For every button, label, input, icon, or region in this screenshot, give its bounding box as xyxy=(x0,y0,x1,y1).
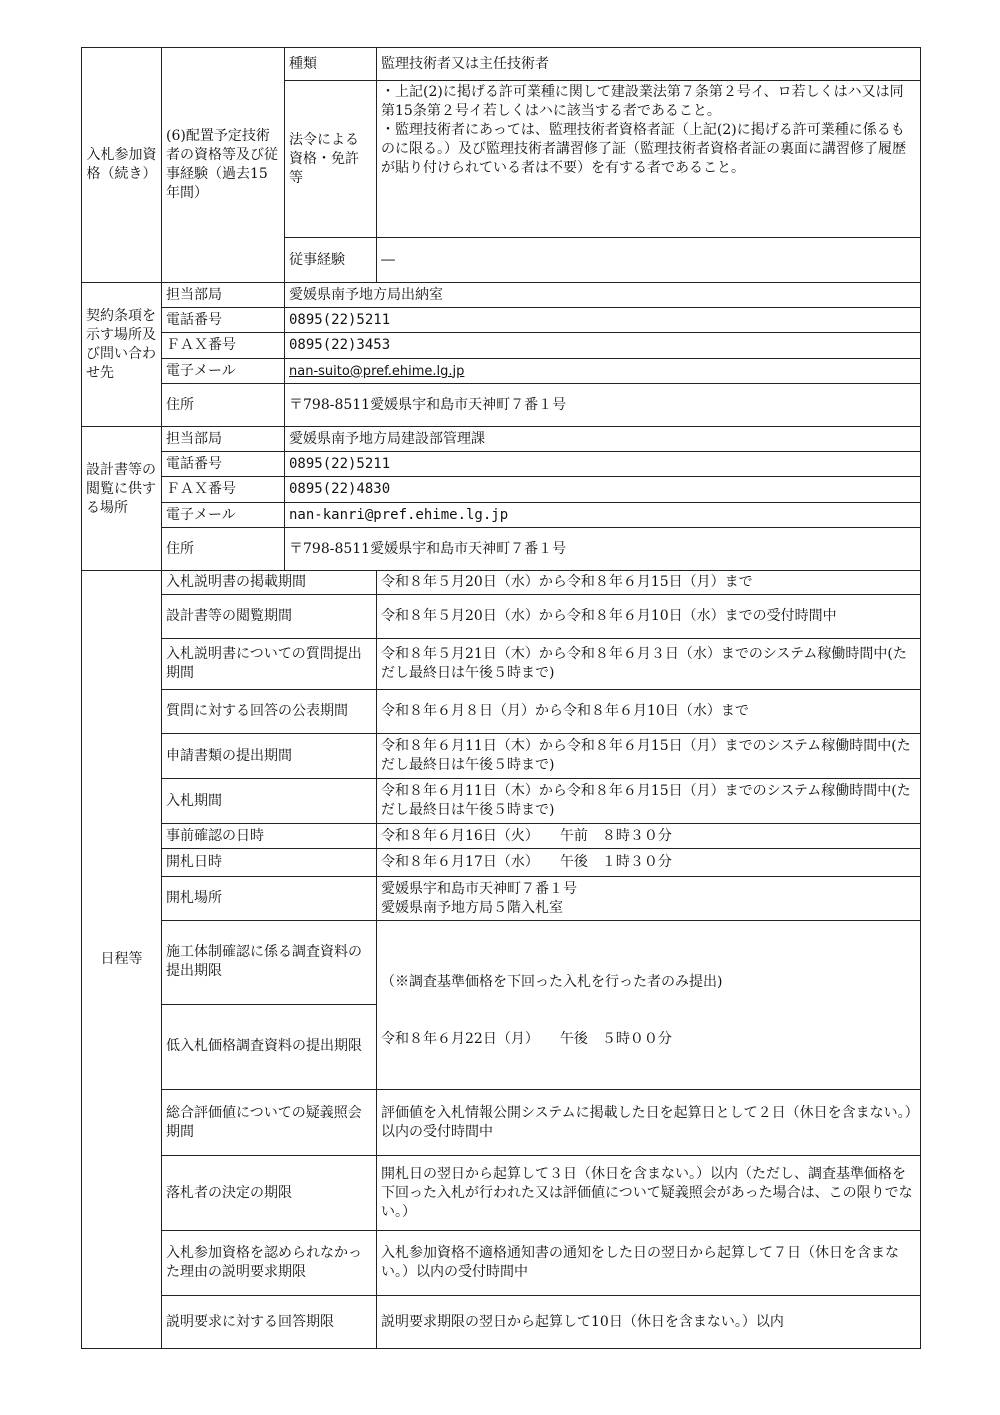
subsection-engineer-qualification: (6)配置予定技術者の資格等及び従事経験（過去15年間） xyxy=(162,48,285,283)
phone-number: 0895(22)5211 xyxy=(285,308,921,333)
row-label: 担当部局 xyxy=(162,283,285,308)
address: 〒798-8511愛媛県宇和島市天神町７番１号 xyxy=(285,384,921,427)
phone-number: 0895(22)5211 xyxy=(285,452,921,477)
schedule-label: 質問に対する回答の公表期間 xyxy=(162,690,377,734)
place-line: 愛媛県南予地方局５階入札室 xyxy=(381,899,563,916)
place-line: 愛媛県宇和島市天神町７番１号 xyxy=(381,880,577,897)
row-label: 種類 xyxy=(285,48,377,81)
schedule-label: 入札期間 xyxy=(162,779,377,824)
row-label: ＦＡＸ番号 xyxy=(162,477,285,503)
schedule-label: 申請書類の提出期間 xyxy=(162,734,377,779)
schedule-value: 入札参加資格不適格通知書の通知をした日の翌日から起算して７日（休日を含まない。）以内の受付時間中 xyxy=(377,1231,921,1296)
row-label: 法令による資格・免許等 xyxy=(285,81,377,238)
email-address: nan-kanri@pref.ehime.lg.jp xyxy=(285,503,921,528)
survey-note: （※調査基準価格を下回った入札を行った者のみ提出) xyxy=(381,974,723,990)
section-design-docs: 設計書等の閲覧に供する場所 xyxy=(82,427,162,571)
schedule-label: 開札場所 xyxy=(162,877,377,921)
row-label: 電話番号 xyxy=(162,308,285,333)
row-value: 愛媛県南予地方局出納室 xyxy=(285,283,921,308)
schedule-label: 開札日時 xyxy=(162,849,377,877)
schedule-label: 入札参加資格を認められなかった理由の説明要求期限 xyxy=(162,1231,377,1296)
section-schedule: 日程等 xyxy=(82,571,162,1349)
schedule-label: 低入札価格調査資料の提出期限 xyxy=(162,1004,377,1089)
address: 〒798-8511愛媛県宇和島市天神町７番１号 xyxy=(285,528,921,571)
schedule-value: 令和８年６月17日（水） 午後 １時３０分 xyxy=(377,849,921,877)
row-label: 住所 xyxy=(162,528,285,571)
row-label: 担当部局 xyxy=(162,427,285,452)
schedule-label: 施工体制確認に係る調査資料の提出期限 xyxy=(162,921,377,1005)
schedule-label: 総合評価値についての疑義照会期間 xyxy=(162,1090,377,1156)
schedule-value: 令和８年６月16日（火） 午前 ８時３０分 xyxy=(377,824,921,849)
schedule-label: 設計書等の閲覧期間 xyxy=(162,595,377,639)
row-value: 愛媛県南予地方局建設部管理課 xyxy=(285,427,921,452)
row-value: ― xyxy=(377,238,921,283)
schedule-label: 事前確認の日時 xyxy=(162,824,377,849)
row-label: 従事経験 xyxy=(285,238,377,283)
survey-date: 令和８年６月22日（月） 午後 ５時００分 xyxy=(381,1031,672,1047)
section-qualification: 入札参加資格（続き） xyxy=(82,48,162,283)
schedule-label: 落札者の決定の期限 xyxy=(162,1156,377,1231)
row-label: ＦＡＸ番号 xyxy=(162,333,285,359)
fax-number: 0895(22)4830 xyxy=(285,477,921,503)
email-link[interactable]: nan-suito@pref.ehime.lg.jp xyxy=(289,363,465,379)
schedule-value: 令和８年５月21日（木）から令和８年６月３日（水）までのシステム稼働時間中(ただし最終日は午後５時まで) xyxy=(377,639,921,690)
schedule-value-opening-place xyxy=(377,877,921,921)
row-label: 電話番号 xyxy=(162,452,285,477)
row-label: 電子メール xyxy=(162,359,285,384)
qualification-line: ・上記(2)に掲げる許可業種に関して建設業法第７条第２号イ、ロ若しくはハ又は同第15条第２号イ若しくはハに該当する者であること。 xyxy=(381,84,904,119)
schedule-value: 令和８年５月20日（水）から令和８年６月10日（水）までの受付時間中 xyxy=(377,595,921,639)
schedule-value: 令和８年５月20日（水）から令和８年６月15日（月）まで xyxy=(377,571,921,595)
row-label: 電子メール xyxy=(162,503,285,528)
survey-deadline xyxy=(377,921,921,1090)
section-contract-contact: 契約条項を示す場所及び問い合わせ先 xyxy=(82,283,162,427)
schedule-value: 令和８年６月11日（木）から令和８年６月15日（月）までのシステム稼働時間中(ただし最終日は午後５時まで) xyxy=(377,779,921,824)
schedule-value: 令和８年６月11日（木）から令和８年６月15日（月）までのシステム稼働時間中(ただし最終日は午後５時まで) xyxy=(377,734,921,779)
row-value-legal-qualification xyxy=(377,81,921,238)
row-value: 監理技術者又は主任技術者 xyxy=(377,48,921,81)
schedule-label: 入札説明書の掲載期間 xyxy=(162,571,377,595)
row-label: 住所 xyxy=(162,384,285,427)
schedule-value: 説明要求期限の翌日から起算して10日（休日を含まない。）以内 xyxy=(377,1296,921,1349)
schedule-value: 評価値を入札情報公開システムに掲載した日を起算日として２日（休日を含まない。）以内の受付時間中 xyxy=(377,1090,921,1156)
schedule-value: 開札日の翌日から起算して３日（休日を含まない。）以内（ただし、調査基準価格を下回った入札が行われた又は評価値について疑義照会があった場合は、この限りでない。） xyxy=(377,1156,921,1231)
schedule-label: 説明要求に対する回答期限 xyxy=(162,1296,377,1349)
schedule-label: 入札説明書についての質問提出期間 xyxy=(162,639,377,690)
schedule-value: 令和８年６月８日（月）から令和８年６月10日（水）まで xyxy=(377,690,921,734)
document-table xyxy=(81,47,921,1349)
fax-number: 0895(22)3453 xyxy=(285,333,921,359)
qualification-line: ・監理技術者にあっては、監理技術者資格者証（上記(2)に掲げる許可業種に係るものに限る。）及び監理技術者講習修了証（監理技術者資格者証の裏面に講習修了履歴が貼り付けられている者は不要）を有する者であること。 xyxy=(381,122,906,176)
